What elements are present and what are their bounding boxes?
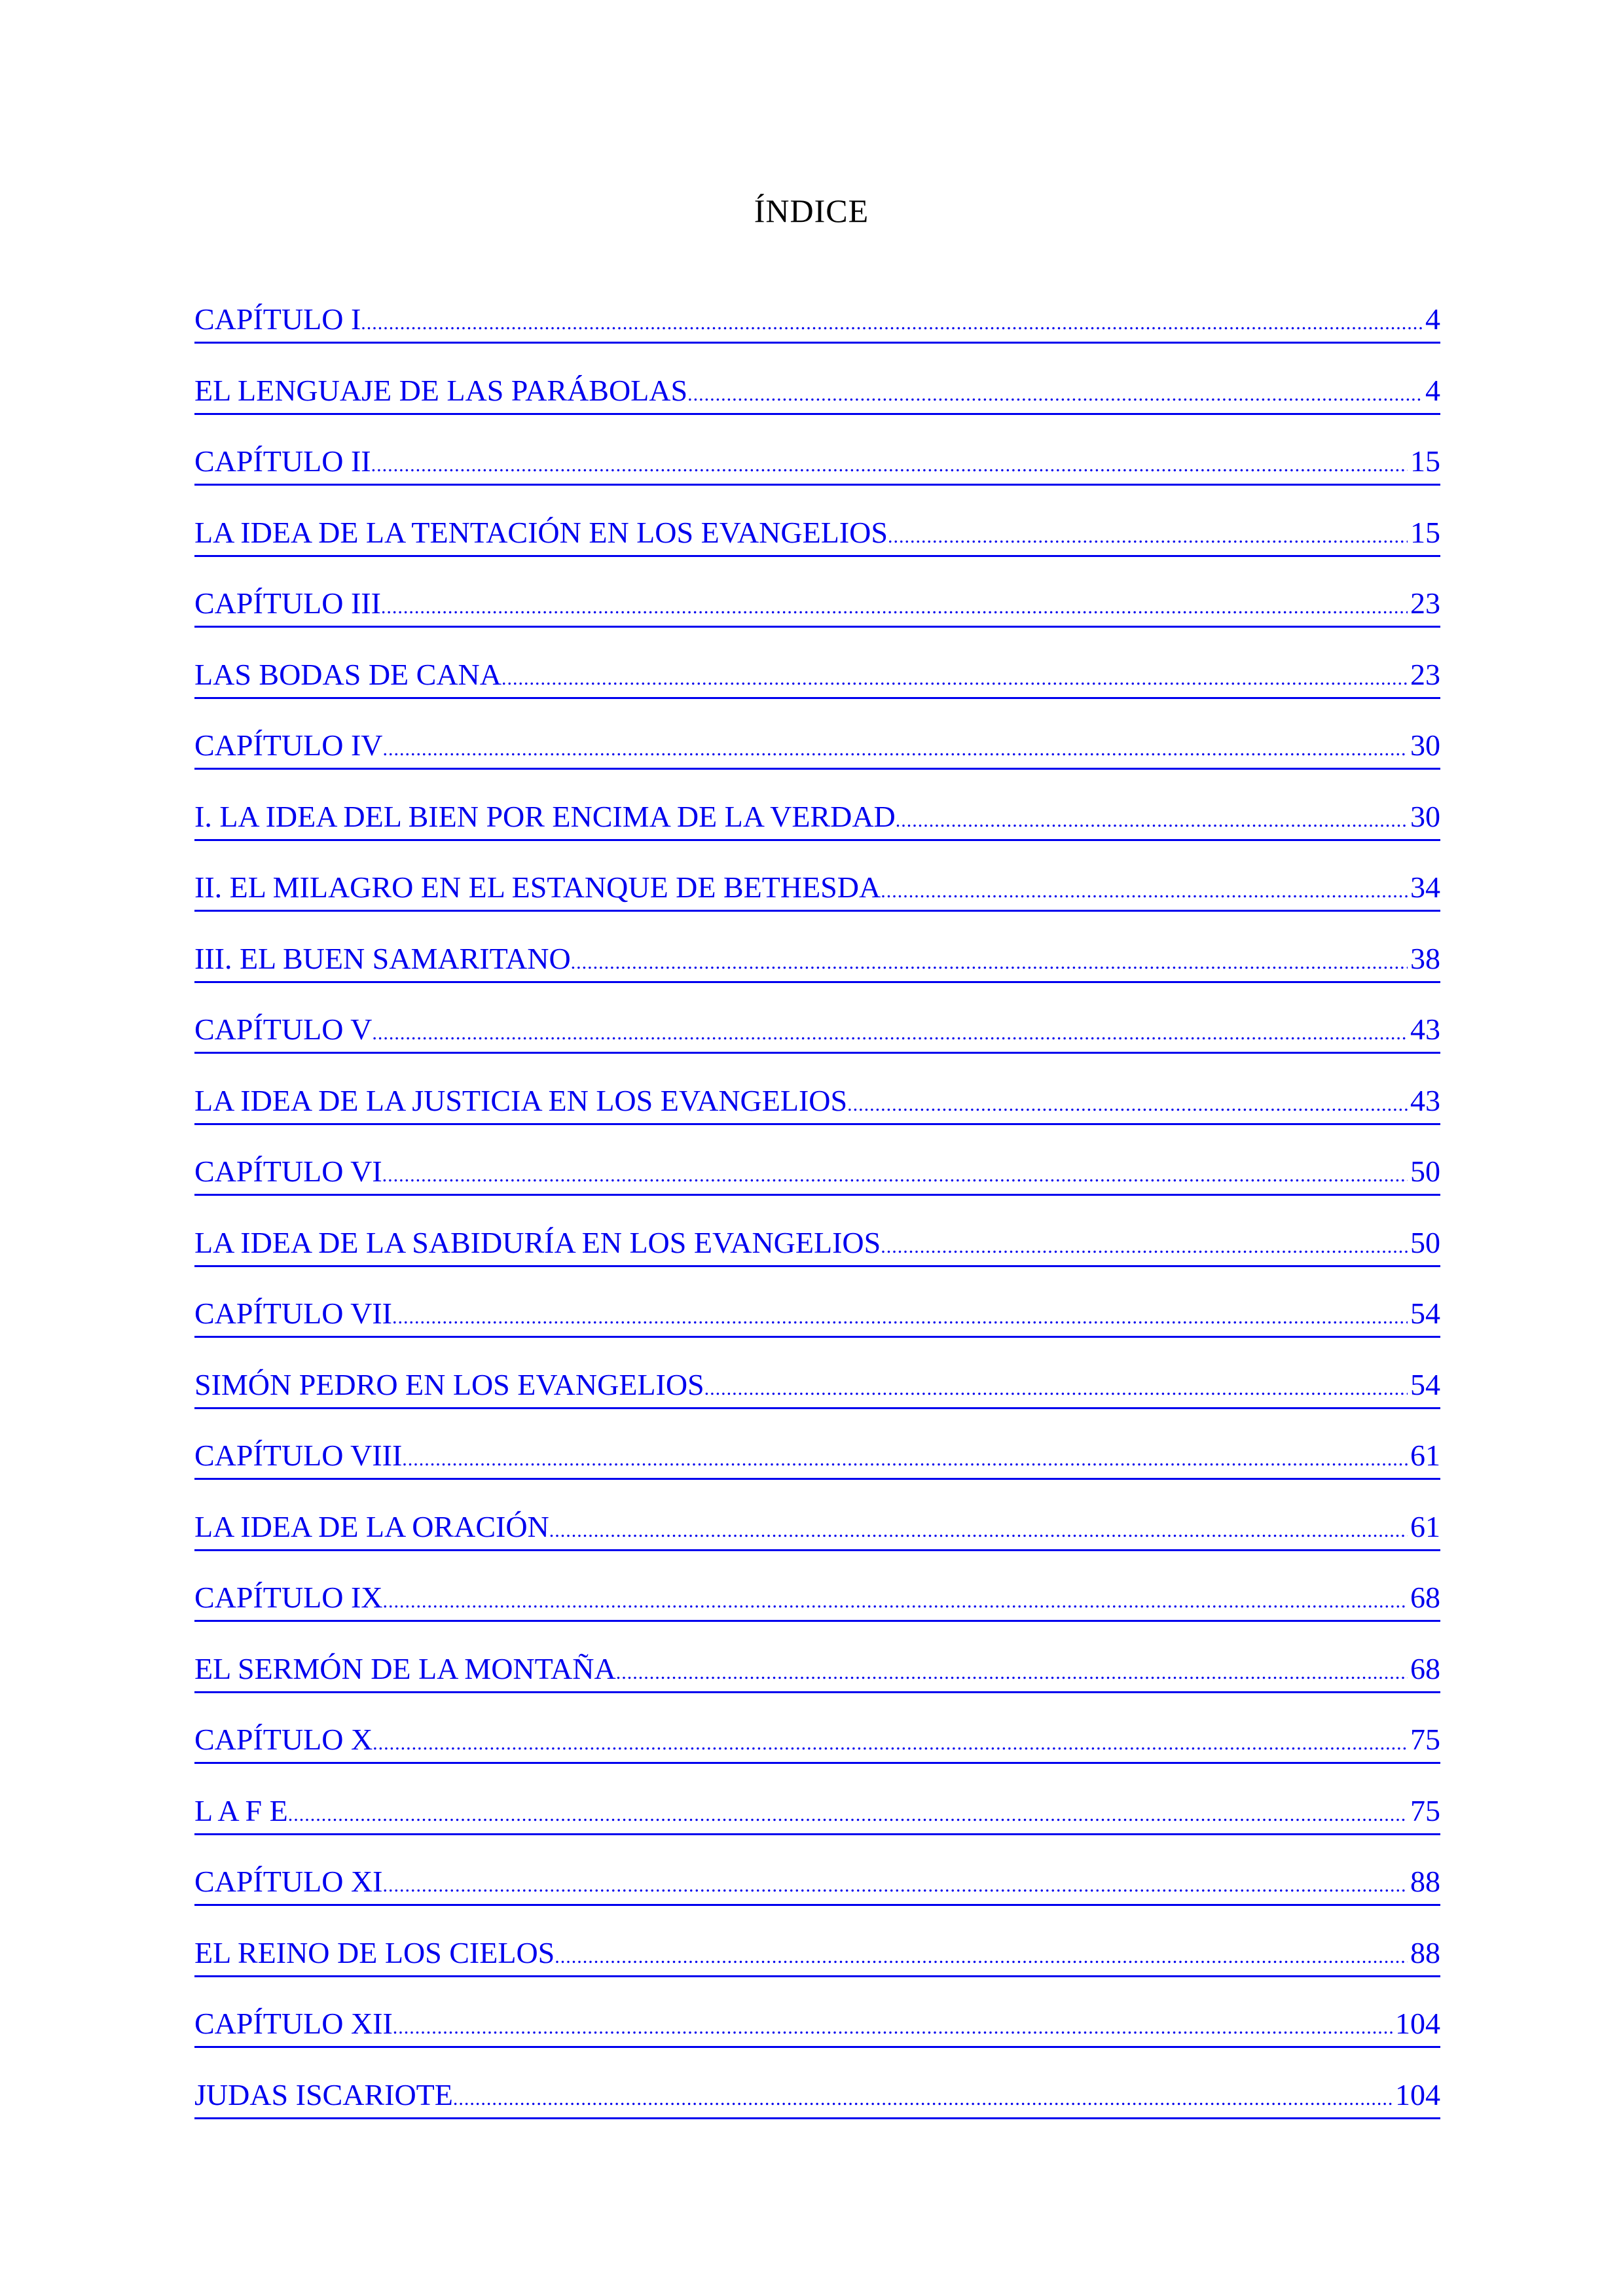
toc-entry-label: CAPÍTULO IX <box>194 1581 383 1614</box>
toc-entry-label: LA IDEA DE LA TENTACIÓN EN LOS EVANGELIOS <box>194 515 888 549</box>
toc-link[interactable] <box>194 1437 1440 1480</box>
toc-entry-label: I. LA IDEA DEL BIEN POR ENCIMA DE LA VERDAD <box>194 799 896 833</box>
toc-entry-label: CAPÍTULO X <box>194 1723 373 1756</box>
toc-leader-dots <box>392 1299 1408 1336</box>
toc-link[interactable] <box>194 1083 1440 1125</box>
toc-entry <box>194 1225 1440 1296</box>
toc-entry-label: CAPÍTULO VII <box>194 1297 392 1330</box>
toc-leader-dots <box>402 1441 1408 1478</box>
toc-leader-dots <box>393 2009 1393 2046</box>
toc-entry <box>194 1651 1440 1722</box>
toc-leader-dots <box>896 802 1408 839</box>
toc-link[interactable] <box>194 1793 1440 1835</box>
toc-entry <box>194 2005 1440 2077</box>
toc-entry-label: LA IDEA DE LA JUSTICIA EN LOS EVANGELIOS <box>194 1083 848 1117</box>
toc-entry-label: EL LENGUAJE DE LAS PARÁBOLAS <box>194 373 688 407</box>
toc-entry-page-number: 30 <box>1410 728 1440 762</box>
toc-link[interactable] <box>194 301 1440 344</box>
toc-entry-label: EL SERMÓN DE LA MONTAÑA <box>194 1651 616 1685</box>
toc-leader-dots <box>616 1655 1408 1691</box>
toc-entry <box>194 1793 1440 1864</box>
toc-entry <box>194 1721 1440 1793</box>
toc-entry-page-number: 88 <box>1410 1865 1440 1898</box>
toc-link[interactable] <box>194 1225 1440 1267</box>
toc-link[interactable] <box>194 941 1440 983</box>
toc-entry-page-number: 4 <box>1425 302 1440 336</box>
toc-entry-page-number: 4 <box>1425 373 1440 407</box>
toc-leader-dots <box>373 1725 1408 1762</box>
toc-entry-label: III. EL BUEN SAMARITANO <box>194 941 571 975</box>
toc-entry <box>194 301 1440 372</box>
toc-entry <box>194 372 1440 444</box>
toc-entry-page-number: 15 <box>1410 444 1440 478</box>
toc-leader-dots <box>382 1157 1408 1194</box>
toc-entry-label: II. EL MILAGRO EN EL ESTANQUE DE BETHESDA <box>194 870 881 904</box>
toc-link[interactable] <box>194 514 1440 557</box>
toc-entry-label: LAS BODAS DE CANA <box>194 657 501 691</box>
toc-entry <box>194 1367 1440 1438</box>
toc-leader-dots <box>571 944 1408 981</box>
toc-entry-page-number: 104 <box>1395 2077 1440 2111</box>
toc-link[interactable] <box>194 727 1440 770</box>
toc-leader-dots <box>361 305 1423 342</box>
toc-entry-label: SIMÓN PEDRO EN LOS EVANGELIOS <box>194 1367 704 1401</box>
toc-entry-page-number: 50 <box>1410 1225 1440 1259</box>
toc-leader-dots <box>371 447 1408 484</box>
toc-entry-label: LA IDEA DE LA SABIDURÍA EN LOS EVANGELIOS <box>194 1225 881 1259</box>
toc-entry-page-number: 15 <box>1410 515 1440 549</box>
toc-leader-dots <box>382 1583 1408 1620</box>
page-title: ÍNDICE <box>754 192 869 229</box>
toc-entry-page-number: 61 <box>1410 1509 1440 1543</box>
toc-entry <box>194 1863 1440 1935</box>
toc-entry-page-number: 75 <box>1410 1793 1440 1827</box>
toc-entry-page-number: 54 <box>1410 1367 1440 1401</box>
toc-entry-label: CAPÍTULO II <box>194 444 371 478</box>
toc-entry <box>194 941 1440 1012</box>
toc-entry-page-number: 38 <box>1410 941 1440 975</box>
toc-entry <box>194 656 1440 728</box>
toc-link[interactable] <box>194 1153 1440 1196</box>
toc-entry-label: LA IDEA DE LA ORACIÓN <box>194 1509 549 1543</box>
toc-entry-label: CAPÍTULO IV <box>194 728 383 762</box>
toc-entry-label: CAPÍTULO I <box>194 302 361 336</box>
toc-entry-page-number: 68 <box>1410 1581 1440 1614</box>
toc-entry <box>194 869 1440 941</box>
toc-leader-dots <box>881 873 1408 910</box>
toc-entry-page-number: 68 <box>1410 1651 1440 1685</box>
toc-entry-page-number: 61 <box>1410 1439 1440 1472</box>
toc-leader-dots <box>453 2081 1393 2117</box>
toc-entry-label: CAPÍTULO XII <box>194 2007 393 2040</box>
toc-link[interactable] <box>194 1579 1440 1622</box>
toc-leader-dots <box>381 589 1408 626</box>
toc-entry-label: EL REINO DE LOS CIELOS <box>194 1935 555 1969</box>
toc-link[interactable] <box>194 869 1440 912</box>
toc-entry <box>194 1509 1440 1580</box>
toc-entry-label: CAPÍTULO III <box>194 586 381 620</box>
toc-entry-page-number: 34 <box>1410 870 1440 904</box>
toc-leader-dots <box>555 1939 1408 1975</box>
toc-leader-dots <box>372 1015 1408 1052</box>
toc-link[interactable] <box>194 585 1440 628</box>
toc-leader-dots <box>847 1086 1408 1123</box>
toc-entry <box>194 1083 1440 1154</box>
toc-link[interactable] <box>194 443 1440 486</box>
toc-entry-page-number: 88 <box>1410 1935 1440 1969</box>
toc-entry <box>194 443 1440 514</box>
toc-link[interactable] <box>194 798 1440 841</box>
toc-link[interactable] <box>194 656 1440 699</box>
toc-link[interactable] <box>194 1295 1440 1338</box>
toc-leader-dots <box>382 731 1408 768</box>
toc-link[interactable] <box>194 2005 1440 2048</box>
toc-entry <box>194 1437 1440 1509</box>
toc-entry <box>194 1935 1440 2006</box>
toc-link[interactable] <box>194 372 1440 415</box>
toc-entry-page-number: 30 <box>1410 799 1440 833</box>
toc-link[interactable] <box>194 1935 1440 1977</box>
toc-leader-dots <box>549 1513 1408 1549</box>
toc-leader-dots <box>881 1229 1408 1265</box>
toc-leader-dots <box>382 1867 1408 1904</box>
toc-entry <box>194 1153 1440 1225</box>
toc-entry <box>194 798 1440 870</box>
toc-entry-label: L A F E <box>194 1793 288 1827</box>
toc-entry <box>194 2077 1440 2148</box>
toc-entry-page-number: 75 <box>1410 1723 1440 1756</box>
toc-link[interactable] <box>194 1011 1440 1054</box>
toc-entry-label: CAPÍTULO XI <box>194 1865 383 1898</box>
toc-link[interactable] <box>194 1651 1440 1693</box>
toc-leader-dots <box>704 1371 1408 1407</box>
toc-entry <box>194 727 1440 798</box>
toc-entry-page-number: 43 <box>1410 1083 1440 1117</box>
toc-entry <box>194 585 1440 656</box>
table-of-contents <box>194 301 1440 2147</box>
toc-link[interactable] <box>194 1509 1440 1551</box>
toc-entry-page-number: 23 <box>1410 657 1440 691</box>
toc-entry <box>194 1011 1440 1083</box>
toc-entry-page-number: 54 <box>1410 1297 1440 1330</box>
toc-entry <box>194 1295 1440 1367</box>
toc-link[interactable] <box>194 1367 1440 1409</box>
toc-link[interactable] <box>194 1721 1440 1764</box>
toc-leader-dots <box>501 660 1408 697</box>
toc-entry-page-number: 23 <box>1410 586 1440 620</box>
toc-entry-label: CAPÍTULO VIII <box>194 1439 403 1472</box>
toc-leader-dots <box>288 1797 1408 1833</box>
toc-entry-page-number: 104 <box>1395 2007 1440 2040</box>
toc-entry <box>194 1579 1440 1651</box>
toc-entry <box>194 514 1440 586</box>
toc-leader-dots <box>888 518 1408 555</box>
toc-entry-label: CAPÍTULO VI <box>194 1155 382 1188</box>
toc-leader-dots <box>687 376 1423 413</box>
toc-entry-page-number: 43 <box>1410 1013 1440 1046</box>
toc-link[interactable] <box>194 2077 1440 2119</box>
toc-entry-page-number: 50 <box>1410 1155 1440 1188</box>
toc-entry-label: JUDAS ISCARIOTE <box>194 2077 453 2111</box>
toc-link[interactable] <box>194 1863 1440 1906</box>
toc-entry-label: CAPÍTULO V <box>194 1013 373 1046</box>
